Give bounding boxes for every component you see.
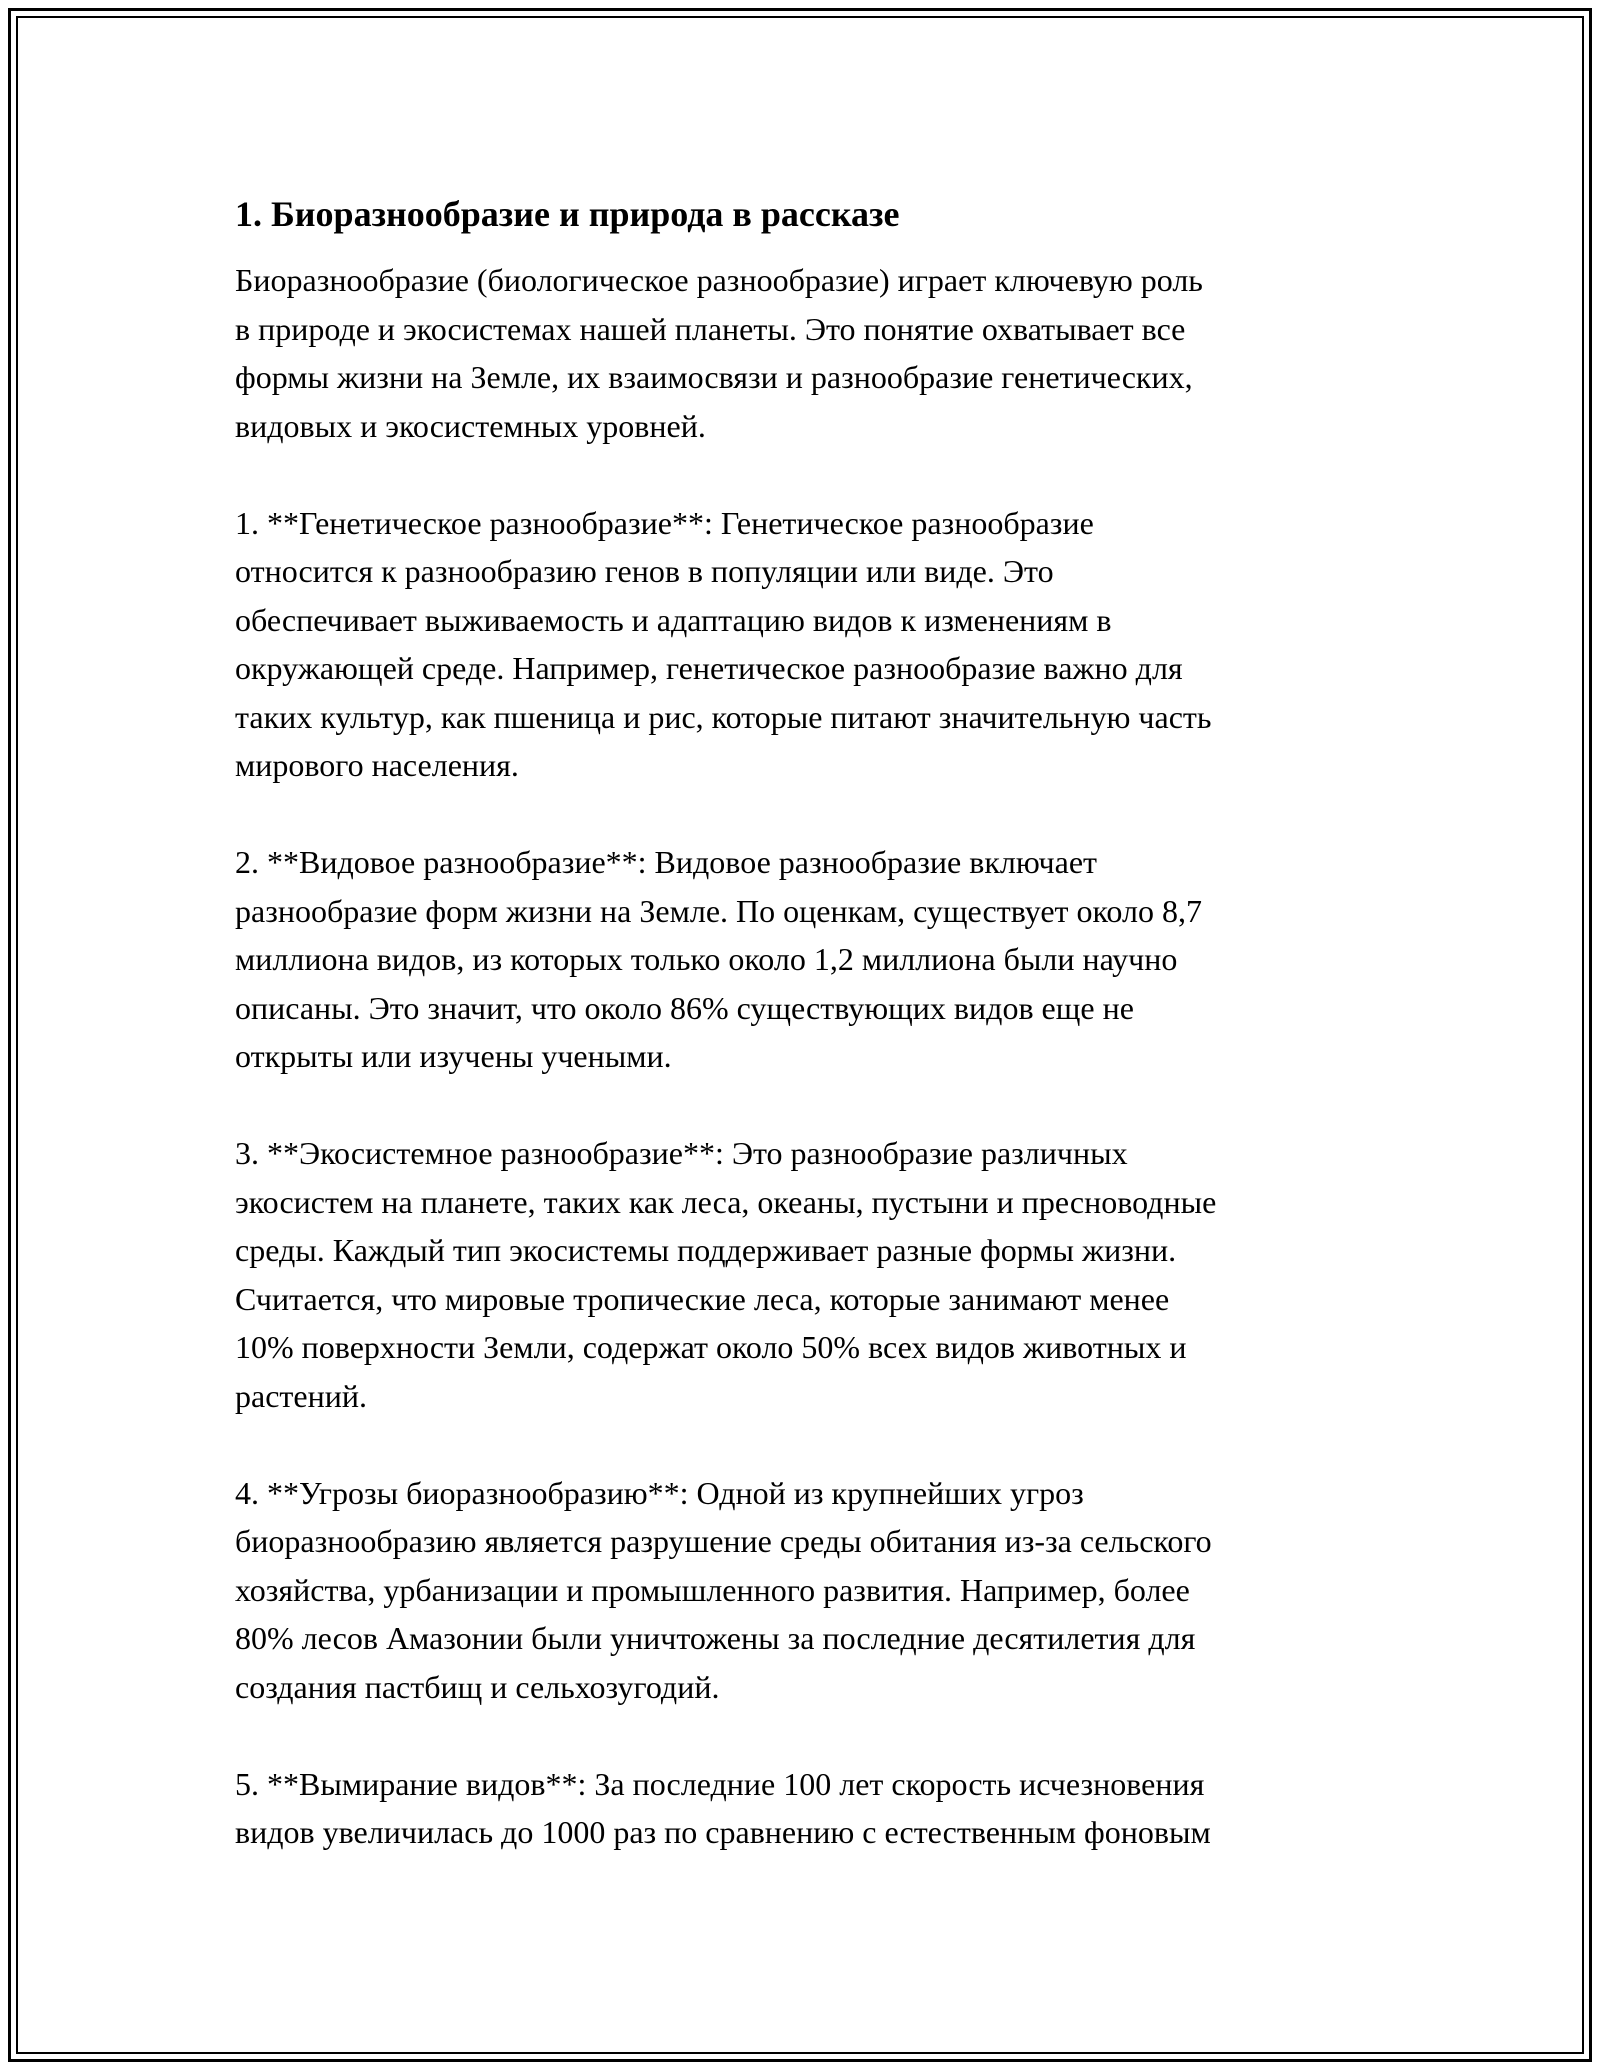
text-line: описаны. Это значит, что около 86% существующих видов еще не: [235, 989, 1134, 1026]
document-page: [235, 190, 1365, 1905]
text-line: 2. **Видовое разнообразие**: Видовое разнообразие включает: [235, 844, 1097, 880]
genetic-diversity-paragraph: [235, 499, 1365, 790]
text-line: Считается, что мировые тропические леса, которые занимают менее: [235, 1280, 1170, 1317]
text-line: биоразнообразию является разрушение среды обитания из-за сельского: [235, 1523, 1212, 1559]
text-line: формы жизни на Земле, их взаимосвязи и разнообразие генетических,: [235, 359, 1193, 395]
extinction-paragraph: [235, 1760, 1365, 1857]
text-line: открыты или изучены учеными.: [235, 1038, 672, 1074]
text-line: разнообразие форм жизни на Земле. По оценкам, существует около 8,7: [235, 892, 1202, 929]
text-line: 3. **Экосистемное разнообразие**: Это разнообразие различных: [235, 1135, 1128, 1171]
text-line: Биоразнообразие (биологическое разнообразие) играет ключевую роль: [235, 262, 1203, 298]
text-line: растений.: [235, 1377, 367, 1414]
intro-paragraph: [235, 256, 1365, 450]
text-line: окружающей среде. Например, генетическое разнообразие важно для: [235, 650, 1183, 686]
text-line: создания пастбищ и сельхозугодий.: [235, 1668, 720, 1705]
text-line: 10% поверхности Земли, содержат около 50% всех видов животных и: [235, 1329, 1187, 1365]
text-line: хозяйства, урбанизации и промышленного развития. Например, более: [235, 1571, 1190, 1608]
text-line: мирового населения.: [235, 747, 519, 783]
text-line: обеспечивает выживаемость и адаптацию видов к изменениям в: [235, 601, 1112, 638]
text-line: среды. Каждый тип экосистемы поддерживает разные формы жизни.: [235, 1232, 1177, 1268]
threats-paragraph: [235, 1469, 1365, 1712]
text-line: относится к разнообразию генов в популяции или виде. Это: [235, 553, 1054, 589]
ecosystem-diversity-paragraph: [235, 1129, 1365, 1420]
text-line: 4. **Угрозы биоразнообразию**: Одной из крупнейших угроз: [235, 1474, 1084, 1511]
text-line: видовых и экосистемных уровней.: [235, 407, 706, 444]
species-diversity-paragraph: [235, 838, 1365, 1081]
text-line: таких культур, как пшеница и рис, которые питают значительную часть: [235, 698, 1212, 735]
text-line: видов увеличилась до 1000 раз по сравнению с естественным фоновым: [235, 1814, 1211, 1850]
text-line: миллиона видов, из которых только около 1,2 миллиона были научно: [235, 941, 1178, 977]
text-line: 1. **Генетическое разнообразие**: Генетическое разнообразие: [235, 504, 1094, 541]
text-line: 5. **Вымирание видов**: За последние 100 лет скорость исчезновения: [235, 1765, 1205, 1802]
section-heading: 1. Биоразнообразие и природа в рассказе: [235, 194, 900, 234]
text-line: 80% лесов Амазонии были уничтожены за последние десятилетия для: [235, 1620, 1196, 1656]
text-line: экосистем на планете, таких как леса, океаны, пустыни и пресноводные: [235, 1183, 1217, 1220]
text-line: в природе и экосистемах нашей планеты. Это понятие охватывает все: [235, 310, 1186, 347]
